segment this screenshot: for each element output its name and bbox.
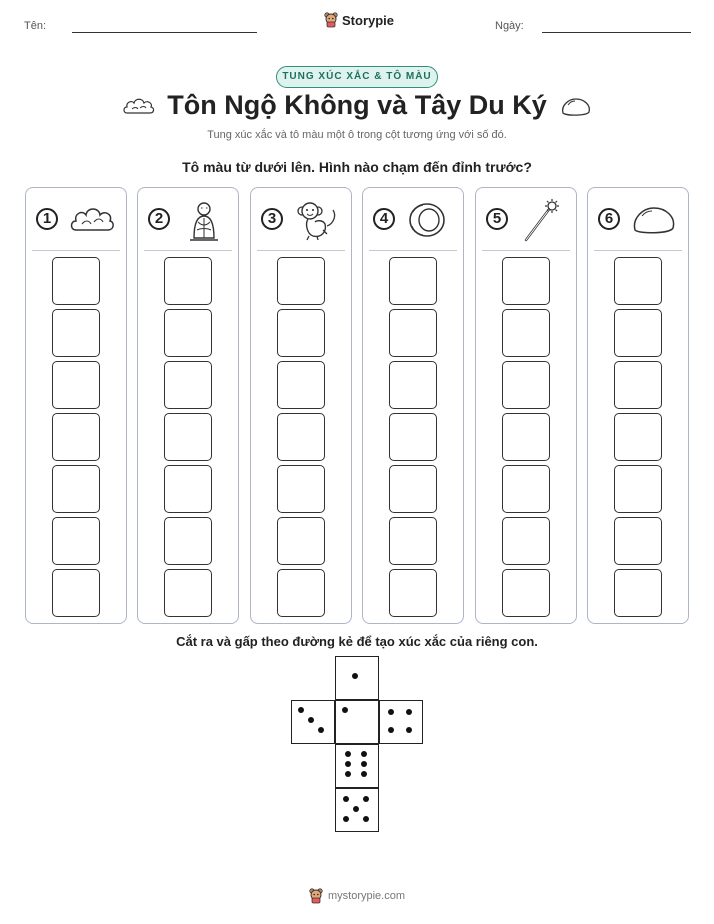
dice-pip	[388, 727, 394, 733]
column-header	[26, 188, 126, 250]
color-cell[interactable]	[614, 569, 662, 617]
stone-icon	[630, 198, 678, 242]
monkey-icon	[293, 198, 341, 242]
subtitle: Tung xúc xắc và tô màu một ô trong cột tương ứng với số đó.	[207, 129, 507, 141]
color-cell[interactable]	[52, 465, 100, 513]
color-cell[interactable]	[614, 309, 662, 357]
column-header	[138, 188, 238, 250]
color-cell[interactable]	[164, 465, 212, 513]
stone-icon	[560, 96, 592, 118]
date-line[interactable]	[542, 32, 691, 33]
dice-pip	[406, 709, 412, 715]
column-number: 4	[373, 208, 395, 230]
color-cell[interactable]	[389, 257, 437, 305]
column-number: 3	[261, 208, 283, 230]
column-divider	[594, 250, 682, 251]
color-cell[interactable]	[502, 361, 550, 409]
column-header	[363, 188, 463, 250]
color-cell[interactable]	[277, 309, 325, 357]
dice-pip	[345, 751, 351, 757]
color-cell[interactable]	[614, 361, 662, 409]
name-line[interactable]	[72, 32, 257, 33]
magic-staff-icon	[518, 198, 566, 242]
golden-headband-icon	[405, 198, 453, 242]
column-number: 1	[36, 208, 58, 230]
dice-pip	[363, 816, 369, 822]
color-cell[interactable]	[614, 257, 662, 305]
color-cell[interactable]	[164, 413, 212, 461]
color-cell[interactable]	[502, 413, 550, 461]
color-cell[interactable]	[52, 309, 100, 357]
column-number: 5	[486, 208, 508, 230]
color-cell[interactable]	[389, 413, 437, 461]
column-2	[137, 187, 239, 624]
column-4	[362, 187, 464, 624]
dice-pip	[342, 707, 348, 713]
dice-pip	[352, 673, 358, 679]
dice-face	[335, 788, 379, 832]
dice-pip	[361, 761, 367, 767]
column-header	[588, 188, 688, 250]
dice-face	[335, 700, 379, 744]
color-cell[interactable]	[164, 257, 212, 305]
color-cell[interactable]	[277, 413, 325, 461]
color-cell[interactable]	[52, 361, 100, 409]
footer	[0, 888, 714, 904]
color-cell[interactable]	[502, 309, 550, 357]
brand-name: Storypie	[342, 12, 395, 28]
column-divider	[482, 250, 570, 251]
color-cell[interactable]	[277, 465, 325, 513]
dice-pip	[318, 727, 324, 733]
activity-badge: TUNG XÚC XẮC & TÔ MÀU	[276, 66, 438, 88]
monk-icon	[180, 198, 228, 242]
bear-icon	[309, 888, 323, 904]
dice-pip	[363, 796, 369, 802]
column-divider	[257, 250, 345, 251]
column-divider	[144, 250, 232, 251]
dice-pip	[343, 796, 349, 802]
column-divider	[369, 250, 457, 251]
column-header	[476, 188, 576, 250]
color-cell[interactable]	[52, 569, 100, 617]
color-cell[interactable]	[164, 569, 212, 617]
dice-pip	[406, 727, 412, 733]
name-label: Tên:	[24, 20, 47, 32]
column-divider	[32, 250, 120, 251]
color-cell[interactable]	[164, 361, 212, 409]
color-cell[interactable]	[277, 569, 325, 617]
column-5	[475, 187, 577, 624]
color-cell[interactable]	[389, 517, 437, 565]
color-cell[interactable]	[389, 309, 437, 357]
color-cell[interactable]	[277, 257, 325, 305]
dice-pip	[353, 806, 359, 812]
color-cell[interactable]	[502, 517, 550, 565]
column-number: 2	[148, 208, 170, 230]
dice-pip	[388, 709, 394, 715]
color-cell[interactable]	[614, 517, 662, 565]
storypie-logo	[324, 12, 394, 28]
color-cell[interactable]	[277, 517, 325, 565]
dice-pip	[298, 707, 304, 713]
dice-pip	[361, 751, 367, 757]
dice-face	[335, 744, 379, 788]
cut-instruction: Cắt ra và gấp theo đường kẻ để tạo xúc xắc của riêng con.	[176, 634, 538, 649]
color-cell[interactable]	[502, 569, 550, 617]
dice-pip	[361, 771, 367, 777]
color-cell[interactable]	[164, 517, 212, 565]
color-cell[interactable]	[502, 257, 550, 305]
color-cell[interactable]	[164, 309, 212, 357]
bear-icon	[324, 12, 338, 28]
coloring-instruction: Tô màu từ dưới lên. Hình nào chạm đến đỉnh trước?	[182, 159, 532, 175]
page-title: Tôn Ngộ Không và Tây Du Ký	[167, 90, 547, 120]
dice-face	[291, 700, 335, 744]
column-header	[251, 188, 351, 250]
color-cell[interactable]	[52, 517, 100, 565]
dice-pip	[345, 761, 351, 767]
color-cell[interactable]	[389, 465, 437, 513]
color-cell[interactable]	[502, 465, 550, 513]
footer-site: mystorypie.com	[327, 890, 406, 902]
dice-pip	[345, 771, 351, 777]
color-cell[interactable]	[389, 569, 437, 617]
dice-pip	[343, 816, 349, 822]
color-cell[interactable]	[277, 361, 325, 409]
dice-face	[379, 700, 423, 744]
cloud-icon	[68, 198, 116, 242]
color-cell[interactable]	[614, 465, 662, 513]
dice-face	[335, 656, 379, 700]
color-cell[interactable]	[52, 413, 100, 461]
column-number: 6	[598, 208, 620, 230]
column-6	[587, 187, 689, 624]
color-cell[interactable]	[614, 413, 662, 461]
color-cell[interactable]	[389, 361, 437, 409]
color-cell[interactable]	[52, 257, 100, 305]
date-label: Ngày:	[495, 20, 524, 32]
dice-pip	[308, 717, 314, 723]
column-1	[25, 187, 127, 624]
column-3	[250, 187, 352, 624]
